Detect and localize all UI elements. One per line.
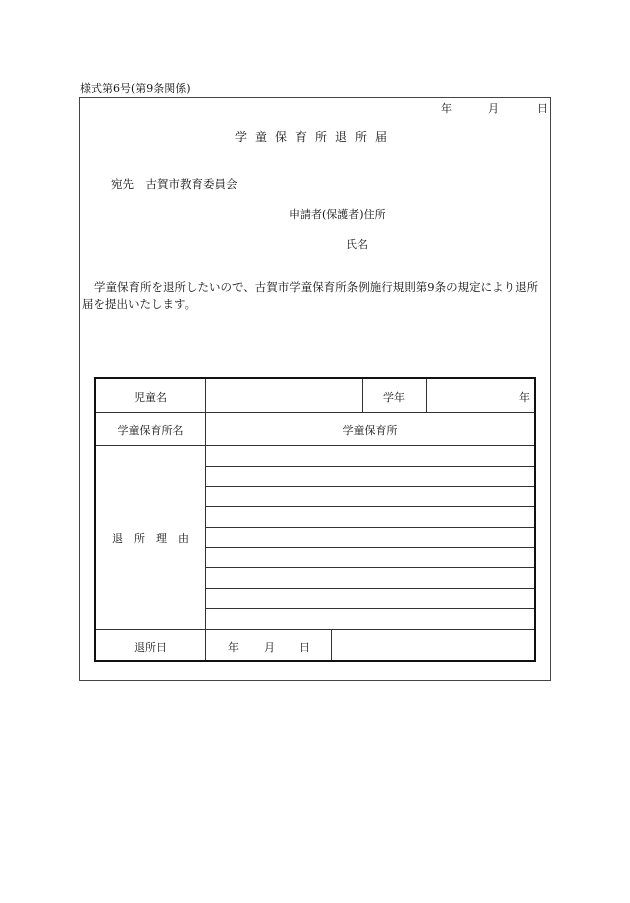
applicant-address-label: 申請者(保護者)住所 — [289, 208, 386, 221]
facility-value: 学童保育所 — [342, 424, 398, 437]
applicant-name-label: 氏名 — [346, 238, 368, 251]
facility-label: 学童保育所名 — [117, 424, 184, 437]
grade-field[interactable] — [427, 379, 534, 412]
date-day-label: 日 — [537, 102, 548, 115]
child-name-field[interactable] — [207, 379, 361, 412]
addressee: 宛先 古賀市教育委員会 — [111, 177, 238, 191]
child-name-label: 児童名 — [134, 391, 167, 404]
document-title: 学童保育所退所届 — [234, 130, 395, 144]
withdrawal-date-label: 退所日 — [134, 641, 167, 654]
withdrawal-form-table — [94, 377, 536, 662]
grade-label: 学年 — [383, 391, 405, 404]
withdrawal-year-label: 年 — [228, 641, 239, 654]
reason-field[interactable] — [207, 446, 534, 629]
date-year-label: 年 — [441, 102, 452, 115]
withdrawal-month-label: 月 — [264, 641, 275, 654]
reason-label: 退 所 理 由 — [112, 532, 189, 545]
form-number: 様式第6号(第9条関係) — [80, 82, 191, 95]
body-text: 学童保育所を退所したいので、古賀市学童保育所条例施行規則第9条の規定により退所届を提出いたします。 — [82, 280, 539, 311]
date-month-label: 月 — [488, 102, 499, 115]
row-divider — [96, 412, 534, 413]
withdrawal-day-label: 日 — [299, 641, 310, 654]
grade-unit: 年 — [519, 391, 530, 404]
withdrawal-notes-field[interactable] — [332, 630, 534, 660]
